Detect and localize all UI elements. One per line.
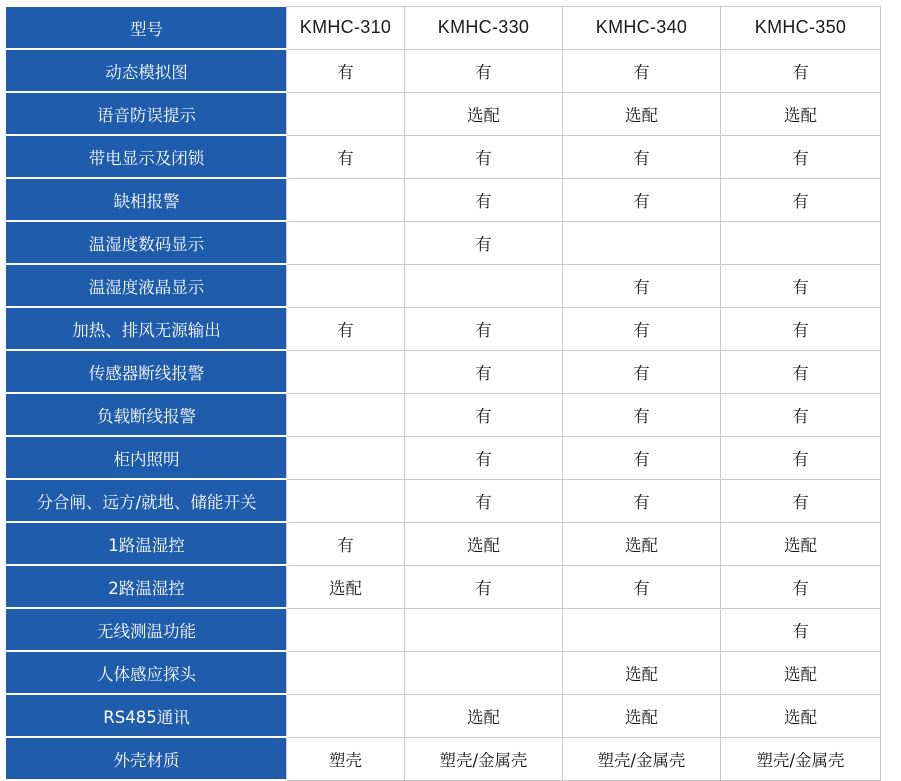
- feature-value-cell: 有: [563, 307, 721, 350]
- feature-label: 温湿度数码显示: [7, 221, 287, 264]
- table-row: [7, 49, 881, 92]
- model-header-kmhc-310: KMHC-310: [287, 7, 405, 50]
- table-row: [7, 264, 881, 307]
- table-row: [7, 135, 881, 178]
- table-row: [7, 92, 881, 135]
- feature-value-cell: 有: [721, 307, 881, 350]
- feature-value-cell: 选配: [721, 92, 881, 135]
- feature-value-cell: 有: [721, 49, 881, 92]
- feature-value-cell: 选配: [563, 694, 721, 737]
- feature-value-cell: 选配: [405, 522, 563, 565]
- feature-value-cell: 有: [563, 393, 721, 436]
- table-row: [7, 393, 881, 436]
- feature-value-cell: 塑壳/金属壳: [563, 737, 721, 780]
- feature-value-cell: 塑壳/金属壳: [405, 737, 563, 780]
- feature-value-cell: 有: [405, 178, 563, 221]
- model-header-kmhc-330: KMHC-330: [405, 7, 563, 50]
- feature-value-cell: 有: [563, 178, 721, 221]
- feature-value-cell: 选配: [287, 565, 405, 608]
- feature-value-cell: [287, 608, 405, 651]
- feature-label: 无线测温功能: [7, 608, 287, 651]
- table-row: [7, 350, 881, 393]
- feature-value-cell: 有: [405, 393, 563, 436]
- feature-value-cell: 有: [563, 436, 721, 479]
- table-row: [7, 307, 881, 350]
- feature-value-cell: [563, 608, 721, 651]
- feature-value-cell: [563, 221, 721, 264]
- feature-label: 1路温湿控: [7, 522, 287, 565]
- feature-value-cell: 有: [405, 436, 563, 479]
- feature-value-cell: [287, 92, 405, 135]
- feature-value-cell: 选配: [721, 522, 881, 565]
- feature-value-cell: 塑壳/金属壳: [721, 737, 881, 780]
- feature-value-cell: 有: [287, 135, 405, 178]
- feature-value-cell: [287, 221, 405, 264]
- feature-value-cell: 有: [563, 264, 721, 307]
- feature-value-cell: [287, 694, 405, 737]
- feature-value-cell: 选配: [721, 651, 881, 694]
- feature-value-cell: 选配: [563, 92, 721, 135]
- feature-value-cell: 有: [721, 393, 881, 436]
- feature-label: 动态模拟图: [7, 49, 287, 92]
- feature-value-cell: [287, 350, 405, 393]
- feature-value-cell: [287, 393, 405, 436]
- table-row: [7, 694, 881, 737]
- feature-value-cell: 有: [563, 479, 721, 522]
- feature-value-cell: [287, 178, 405, 221]
- table-row: [7, 608, 881, 651]
- feature-value-cell: [287, 651, 405, 694]
- feature-value-cell: 选配: [405, 92, 563, 135]
- feature-value-cell: 有: [721, 565, 881, 608]
- feature-value-cell: 有: [563, 49, 721, 92]
- table-row: [7, 522, 881, 565]
- feature-value-cell: 有: [287, 522, 405, 565]
- feature-value-cell: 选配: [405, 694, 563, 737]
- feature-value-cell: 有: [405, 221, 563, 264]
- feature-value-cell: 有: [405, 350, 563, 393]
- feature-value-cell: 有: [563, 565, 721, 608]
- feature-value-cell: [405, 651, 563, 694]
- feature-label: 加热、排风无源输出: [7, 307, 287, 350]
- feature-value-cell: [721, 221, 881, 264]
- feature-value-cell: 有: [563, 135, 721, 178]
- feature-value-cell: [287, 264, 405, 307]
- feature-value-cell: [287, 479, 405, 522]
- feature-label: 人体感应探头: [7, 651, 287, 694]
- feature-value-cell: 有: [287, 307, 405, 350]
- feature-label: 外壳材质: [7, 737, 287, 780]
- model-header-kmhc-350: KMHC-350: [721, 7, 881, 50]
- feature-value-cell: 有: [721, 264, 881, 307]
- feature-label: 负载断线报警: [7, 393, 287, 436]
- model-label-header: 型号: [7, 7, 287, 50]
- feature-value-cell: 有: [405, 479, 563, 522]
- feature-value-cell: 有: [405, 49, 563, 92]
- feature-value-cell: 有: [721, 436, 881, 479]
- feature-label: 语音防误提示: [7, 92, 287, 135]
- feature-label: 带电显示及闭锁: [7, 135, 287, 178]
- feature-value-cell: 有: [405, 307, 563, 350]
- table-row: [7, 178, 881, 221]
- feature-value-cell: 有: [721, 135, 881, 178]
- feature-value-cell: 有: [721, 178, 881, 221]
- feature-value-cell: 有: [405, 135, 563, 178]
- table-body: [7, 49, 881, 780]
- feature-value-cell: 有: [563, 350, 721, 393]
- feature-value-cell: 选配: [563, 522, 721, 565]
- feature-label: RS485通讯: [7, 694, 287, 737]
- feature-value-cell: 有: [721, 608, 881, 651]
- table-row: [7, 651, 881, 694]
- table-row: [7, 479, 881, 522]
- feature-label: 传感器断线报警: [7, 350, 287, 393]
- feature-value-cell: 选配: [721, 694, 881, 737]
- table-header: [7, 7, 881, 50]
- table-row: [7, 737, 881, 780]
- feature-label: 温湿度液晶显示: [7, 264, 287, 307]
- feature-label: 分合闸、远方/就地、储能开关: [7, 479, 287, 522]
- feature-value-cell: [405, 264, 563, 307]
- model-header-kmhc-340: KMHC-340: [563, 7, 721, 50]
- table-row: [7, 221, 881, 264]
- feature-value-cell: 有: [721, 350, 881, 393]
- feature-value-cell: 塑壳: [287, 737, 405, 780]
- feature-label: 柜内照明: [7, 436, 287, 479]
- table-row: [7, 565, 881, 608]
- feature-value-cell: 有: [287, 49, 405, 92]
- feature-label: 2路温湿控: [7, 565, 287, 608]
- feature-value-cell: 有: [721, 479, 881, 522]
- spec-comparison-table: [6, 6, 881, 781]
- feature-value-cell: 选配: [563, 651, 721, 694]
- feature-value-cell: 有: [405, 565, 563, 608]
- feature-label: 缺相报警: [7, 178, 287, 221]
- table-row: [7, 436, 881, 479]
- feature-value-cell: [405, 608, 563, 651]
- feature-value-cell: [287, 436, 405, 479]
- header-row: [7, 7, 881, 50]
